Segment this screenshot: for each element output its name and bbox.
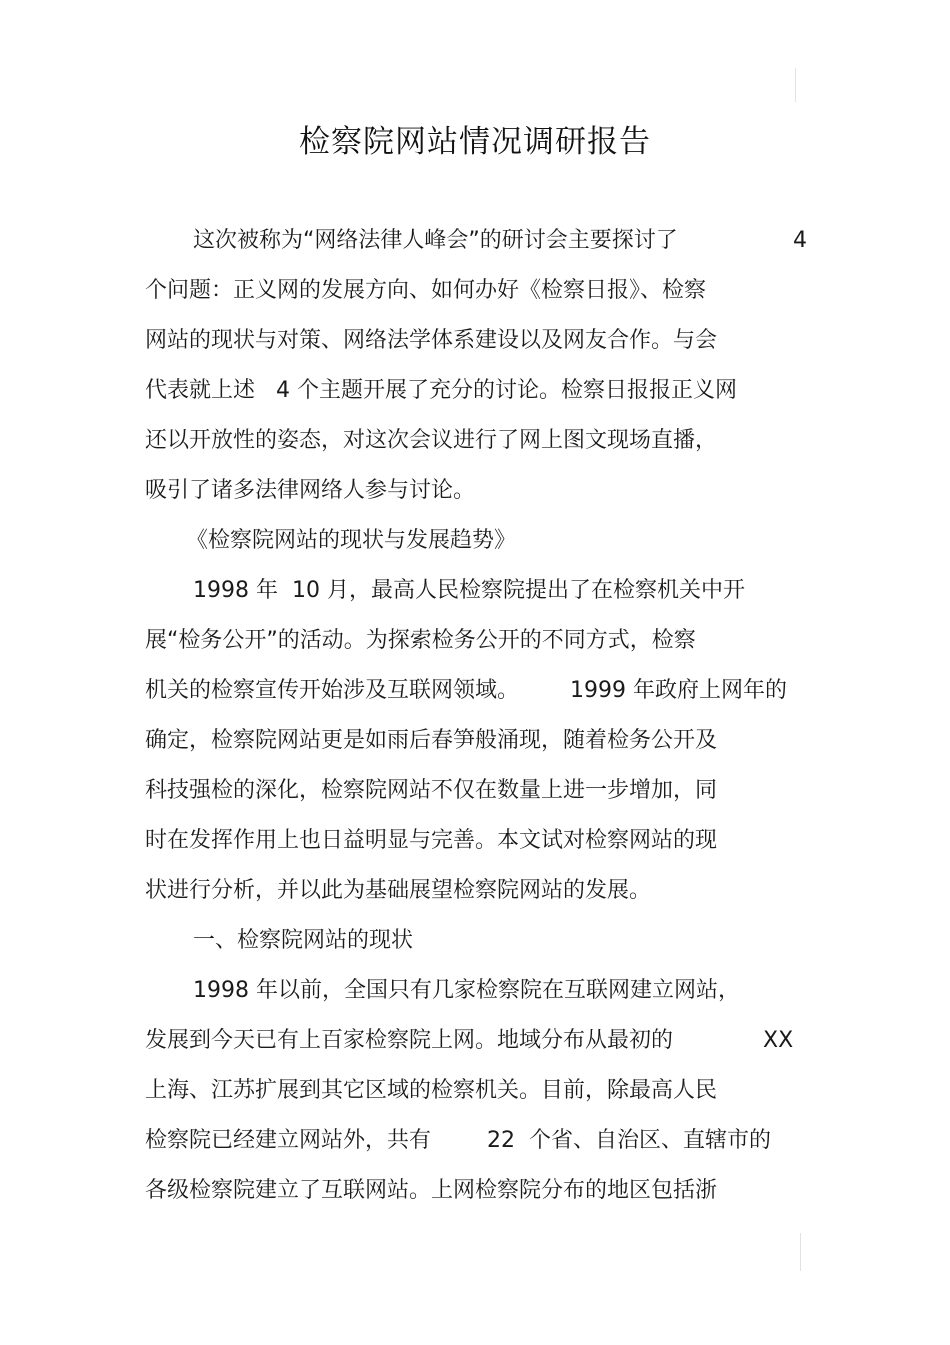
section-subtitle: 《检察院网站的现状与发展趋势》 <box>186 528 517 553</box>
text-line-tail: 22 个省、自治区、直辖市的 <box>487 1128 771 1153</box>
text-line: 科技强检的深化，检察院网站不仅在数量上进一步增加，同 <box>145 778 718 803</box>
top-margin-mark <box>795 68 796 102</box>
text-line: 机关的检察宣传开始涉及互联网领域。 <box>145 678 520 703</box>
text-line: 检察院已经建立网站外，共有 <box>145 1128 432 1153</box>
text-line: 状进行分析，并以此为基础展望检察院网站的发展。 <box>145 878 652 903</box>
text-line-tail: XX <box>763 1028 794 1053</box>
document-title: 检察院网站情况调研报告 <box>299 124 651 160</box>
text-line: 展“检务公开”的活动。为探索检务公开的不同方式，检察 <box>145 628 696 653</box>
text-line: 这次被称为“网络法律人峰会”的研讨会主要探讨了 <box>193 228 678 253</box>
section-heading: 一、检察院网站的现状 <box>193 928 414 953</box>
text-line-tail: 1999 年政府上网年的 <box>570 678 787 703</box>
text-line: 网站的现状与对策、网络法学体系建设以及网友合作。与会 <box>145 328 718 353</box>
text-line: 代表就上述 4 个主题开展了充分的讨论。检察日报报正义网 <box>145 378 737 403</box>
text-line: 时在发挥作用上也日益明显与完善。本文试对检察网站的现 <box>145 828 718 853</box>
bottom-margin-mark <box>800 1233 801 1271</box>
text-line: 确定，检察院网站更是如雨后春笋般涌现，随着检务公开及 <box>145 728 718 753</box>
text-line: 个问题：正义网的发展方向、如何办好《检察日报》、检察 <box>145 278 707 303</box>
text-line-tail: 4 <box>793 228 807 253</box>
text-line: 吸引了诸多法律网络人参与讨论。 <box>145 478 476 503</box>
text-line: 还以开放性的姿态，对这次会议进行了网上图文现场直播， <box>145 428 718 453</box>
text-line: 发展到今天已有上百家检察院上网。地域分布从最初的 <box>145 1028 674 1053</box>
text-line: 上海、江苏扩展到其它区域的检察机关。目前，除最高人民 <box>145 1078 718 1103</box>
text-line: 1998 年以前，全国只有几家检察院在互联网建立网站， <box>193 978 740 1003</box>
text-line: 各级检察院建立了互联网站。上网检察院分布的地区包括浙 <box>145 1178 718 1203</box>
text-line: 1998 年 10 月，最高人民检察院提出了在检察机关中开 <box>193 578 745 603</box>
